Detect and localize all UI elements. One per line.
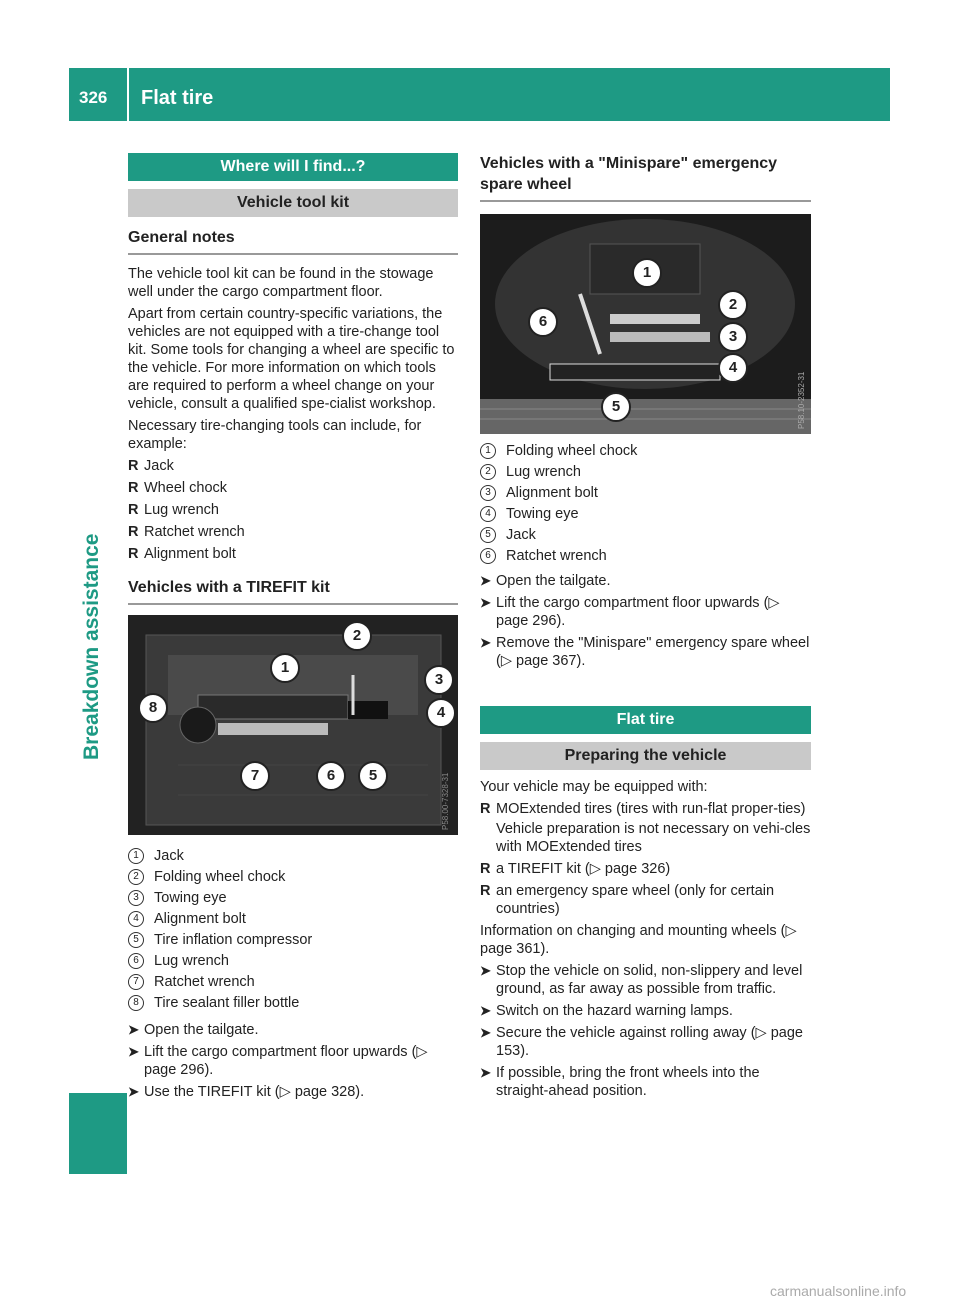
minispare-photo	[480, 214, 811, 434]
callout-2: 2	[718, 290, 748, 320]
step-item: ➤ Use the TIREFIT kit (▷ page 328).	[128, 1084, 365, 1100]
step-item: ➤ If possible, bring the front wheels into the straight-ahead position.	[480, 1065, 760, 1099]
header-divider	[127, 68, 129, 121]
legend-item: 5 Jack	[480, 526, 811, 544]
watermark: carmanualsonline.info	[770, 1283, 907, 1299]
callout-1: 1	[632, 258, 662, 288]
step-item: ➤ Switch on the hazard warning lamps.	[480, 1003, 733, 1019]
legend-item: 2 Folding wheel chock	[128, 868, 458, 886]
left-column	[128, 153, 458, 1105]
callout-6: 6	[316, 761, 346, 791]
arrow-icon: ➤	[480, 595, 491, 610]
equipment-list	[480, 800, 811, 918]
legend-item: 2 Lug wrench	[480, 463, 811, 481]
arrow-icon: ➤	[480, 1025, 491, 1040]
arrow-icon: ➤	[480, 1003, 491, 1018]
callout-8: 8	[138, 693, 168, 723]
list-item: R an emergency spare wheel (only for certain countries)	[480, 883, 775, 917]
legend-item: 7 Ratchet wrench	[128, 973, 458, 991]
callout-6: 6	[528, 307, 558, 337]
list-item: R Ratchet wrench	[128, 524, 245, 540]
legend-item: 8 Tire sealant filler bottle	[128, 994, 458, 1012]
callout-7: 7	[240, 761, 270, 791]
arrow-icon: ➤	[128, 1022, 139, 1037]
tirefit-steps	[128, 1021, 458, 1101]
paragraph: The vehicle tool kit can be found in the stowage well under the cargo compartment floor.	[128, 266, 434, 300]
step-item: ➤ Lift the cargo compartment floor upwards (▷ page 296).	[128, 1044, 428, 1078]
list-item: R MOExtended tires (tires with run-flat proper-ties) Vehicle preparation is not necessary on vehi-cles with MOExtended tires	[480, 801, 811, 855]
step-item: ➤ Secure the vehicle against rolling away (▷ page 153).	[480, 1025, 803, 1059]
arrow-icon: ➤	[480, 573, 491, 588]
heading-minispare: Vehicles with a "Minispare" emergency spare wheel	[480, 153, 811, 202]
tirefit-photo-graphic	[128, 615, 458, 835]
preparation-steps	[480, 962, 811, 1100]
legend-item: 1 Jack	[128, 847, 458, 865]
callout-5: 5	[601, 392, 631, 422]
chapter-title: Flat tire	[141, 87, 214, 109]
list-item: R a TIREFIT kit (▷ page 326)	[480, 861, 671, 877]
arrow-icon: ➤	[128, 1084, 139, 1099]
callout-4: 4	[718, 353, 748, 383]
callout-5: 5	[358, 761, 388, 791]
minispare-steps	[480, 572, 811, 670]
list-item: R Lug wrench	[128, 502, 219, 518]
tirefit-legend	[128, 847, 458, 1012]
legend-item: 4 Towing eye	[480, 505, 811, 523]
paragraph: Information on changing and mounting wheels (▷ page 361).	[480, 923, 797, 957]
callout-4: 4	[426, 698, 456, 728]
list-item: R Jack	[128, 458, 174, 474]
heading-general-notes: General notes	[128, 227, 458, 255]
list-item-note: Vehicle preparation is not necessary on vehi-cles with MOExtended tires	[496, 821, 811, 855]
callout-1: 1	[270, 653, 300, 683]
legend-item: 1 Folding wheel chock	[480, 442, 811, 460]
step-item: ➤ Open the tailgate.	[128, 1022, 259, 1038]
section-title-where: Where will I find...?	[128, 153, 458, 181]
right-column	[480, 153, 811, 1104]
page-number: 326	[79, 88, 108, 107]
paragraph: Apart from certain country-specific variations, the vehicles are not equipped with a tire-change tool kit. Some tools for changing a wheel are specific to the vehicle. For more information on which tools are required to perform a wheel change on your vehicle, consult a qualified spe-cialist workshop.	[128, 306, 455, 412]
subsection-title-preparing: Preparing the vehicle	[480, 742, 811, 770]
image-code: P58.10-2352-31	[797, 371, 806, 429]
tool-list	[128, 457, 458, 563]
legend-item: 5 Tire inflation compressor	[128, 931, 458, 949]
step-item: ➤ Stop the vehicle on solid, non-slippery and level ground, as far away as possible from traffic.	[480, 963, 803, 997]
callout-3: 3	[424, 665, 454, 695]
step-item: ➤ Open the tailgate.	[480, 573, 611, 589]
list-item: R Alignment bolt	[128, 546, 236, 562]
step-item: ➤ Remove the "Minispare" emergency spare wheel (▷ page 367).	[480, 635, 810, 669]
legend-item: 6 Lug wrench	[128, 952, 458, 970]
legend-item: 3 Towing eye	[128, 889, 458, 907]
step-item: ➤ Lift the cargo compartment floor upwards (▷ page 296).	[480, 595, 780, 629]
legend-item: 4 Alignment bolt	[128, 910, 458, 928]
arrow-icon: ➤	[128, 1044, 139, 1059]
legend-item: 6 Ratchet wrench	[480, 547, 811, 565]
minispare-legend	[480, 442, 811, 565]
legend-item: 3 Alignment bolt	[480, 484, 811, 502]
callout-3: 3	[718, 322, 748, 352]
paragraph: Your vehicle may be equipped with:	[480, 779, 708, 795]
subsection-title-toolkit: Vehicle tool kit	[128, 189, 458, 217]
heading-tirefit: Vehicles with a TIREFIT kit	[128, 577, 458, 605]
paragraph: Necessary tire-changing tools can include, for example:	[128, 418, 422, 452]
section-title-flat-tire: Flat tire	[480, 706, 811, 734]
arrow-icon: ➤	[480, 635, 491, 650]
sidebar-section-label: Breakdown assistance	[80, 533, 103, 760]
page-header	[69, 68, 890, 121]
image-code: P58.00-7328-31	[441, 772, 450, 830]
sidebar-thumb-tab	[69, 1093, 127, 1174]
arrow-icon: ➤	[480, 1065, 491, 1080]
tirefit-kit-photo	[128, 615, 458, 835]
list-item: R Wheel chock	[128, 480, 228, 496]
callout-2: 2	[342, 621, 372, 651]
arrow-icon: ➤	[480, 963, 491, 978]
